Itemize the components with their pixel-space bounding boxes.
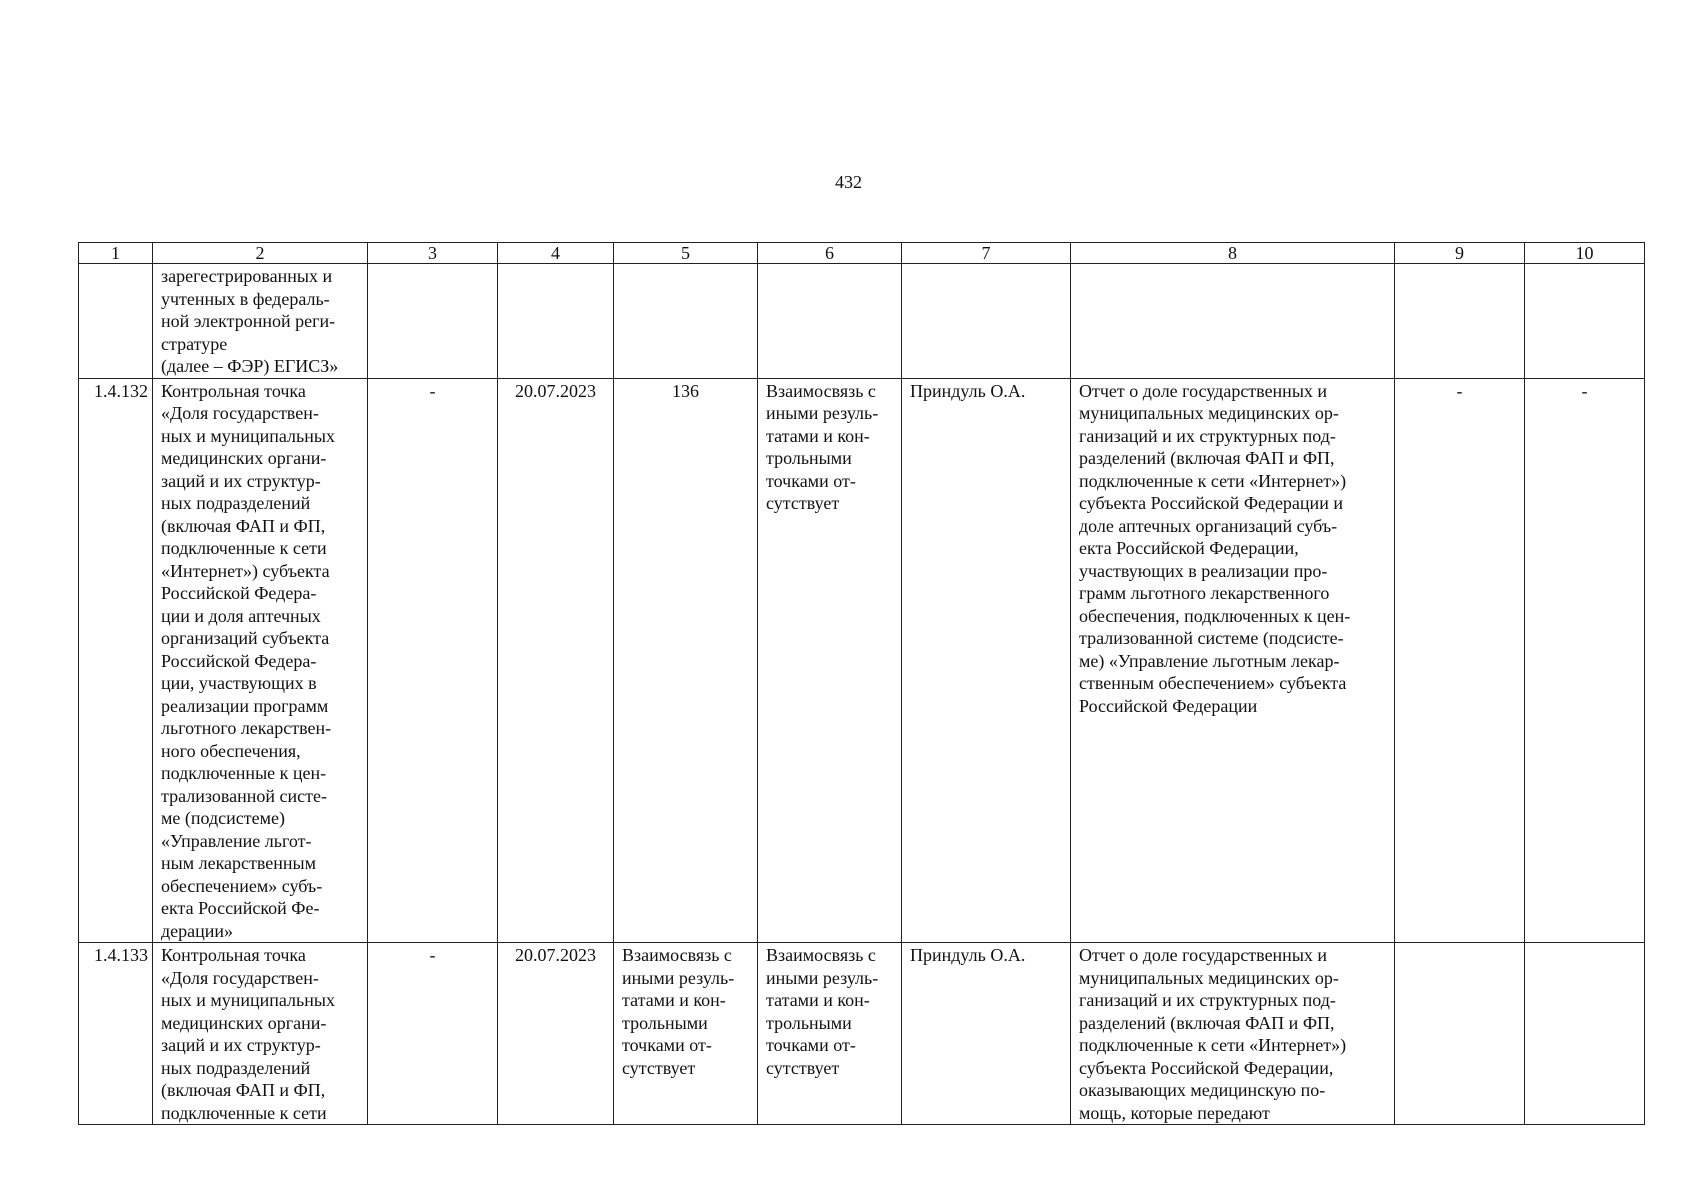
cell-col3 (368, 264, 498, 379)
column-header-3: 3 (368, 243, 498, 264)
cell-name: Контрольная точка «Доля государствен- ных и муниципальных медицинских органи- заций и их структур- ных подразделений (включая ФАП и ФП, подключенные к сети (153, 943, 368, 1125)
column-header-7: 7 (902, 243, 1071, 264)
cell-col6 (758, 264, 902, 379)
report-table (78, 242, 1645, 1125)
cell-responsible (902, 264, 1071, 379)
column-header-4: 4 (498, 243, 614, 264)
cell-col10 (1525, 264, 1645, 379)
cell-date (498, 264, 614, 379)
cell-responsible: Приндуль О.А. (902, 378, 1071, 943)
column-header-1: 1 (79, 243, 153, 264)
page-number: 432 (835, 172, 862, 192)
cell-col3: - (368, 943, 498, 1125)
column-header-2: 2 (153, 243, 368, 264)
cell-responsible: Приндуль О.А. (902, 943, 1071, 1125)
table-row (79, 943, 1645, 1125)
cell-number: 1.4.132 (79, 378, 153, 943)
column-header-10: 10 (1525, 243, 1645, 264)
cell-result-doc: Отчет о доле государственных и муниципальных медицинских ор- ганизаций и их структурных под- разделений (включая ФАП и ФП, подключенные к сети «Интернет») субъекта Российской Федерации, оказывающих медицинскую по- мощь, которые передают (1071, 943, 1395, 1125)
column-header-6: 6 (758, 243, 902, 264)
table-header-row (79, 243, 1645, 264)
cell-date: 20.07.2023 (498, 378, 614, 943)
cell-col9: - (1395, 378, 1525, 943)
cell-date: 20.07.2023 (498, 943, 614, 1125)
cell-col6: Взаимосвязь с иными резуль- татами и кон- трольными точками от- сутствует (758, 378, 902, 943)
table-row (79, 378, 1645, 943)
table-row (79, 264, 1645, 379)
cell-col10: - (1525, 378, 1645, 943)
column-header-8: 8 (1071, 243, 1395, 264)
cell-result-doc (1071, 264, 1395, 379)
cell-col10 (1525, 943, 1645, 1125)
cell-name: Контрольная точка «Доля государствен- ных и муниципальных медицинских органи- заций и их структур- ных подразделений (включая ФАП и ФП, подключенные к сети «Интернет») субъекта Российской Федера- ции и доля аптечных организаций субъекта Российской Федера- ции, участвующих в реализации программ льготного лекарствен- ного обеспечения, подключенные к цен- трализованной систе- ме (подсистеме) «Управление льгот- ным лекарственным обеспечением» субъ- екта Российской Фе- дерации» (153, 378, 368, 943)
cell-col5: Взаимосвязь с иными резуль- татами и кон- трольными точками от- сутствует (614, 943, 758, 1125)
cell-number (79, 264, 153, 379)
cell-col6: Взаимосвязь с иными резуль- татами и кон- трольными точками от- сутствует (758, 943, 902, 1125)
cell-col3: - (368, 378, 498, 943)
cell-col9 (1395, 943, 1525, 1125)
column-header-5: 5 (614, 243, 758, 264)
cell-name: зарегестрированных и учтенных в федераль- ной электронной реги- стратуре (далее – ФЭР) ЕГИСЗ» (153, 264, 368, 379)
cell-result-doc: Отчет о доле государственных и муниципальных медицинских ор- ганизаций и их структурных под- разделений (включая ФАП и ФП, подключенные к сети «Интернет») субъекта Российской Федерации и доле аптечных организаций субъ- екта Российской Федерации, участвующих в реализации про- грамм льготного лекарственного обеспечения, подключенных к цен- трализованной системе (подсисте- ме) «Управление льготным лекар- ственным обеспечением» субъекта Российской Федерации (1071, 378, 1395, 943)
cell-col9 (1395, 264, 1525, 379)
cell-col5: 136 (614, 378, 758, 943)
column-header-9: 9 (1395, 243, 1525, 264)
cell-col5 (614, 264, 758, 379)
cell-number: 1.4.133 (79, 943, 153, 1125)
